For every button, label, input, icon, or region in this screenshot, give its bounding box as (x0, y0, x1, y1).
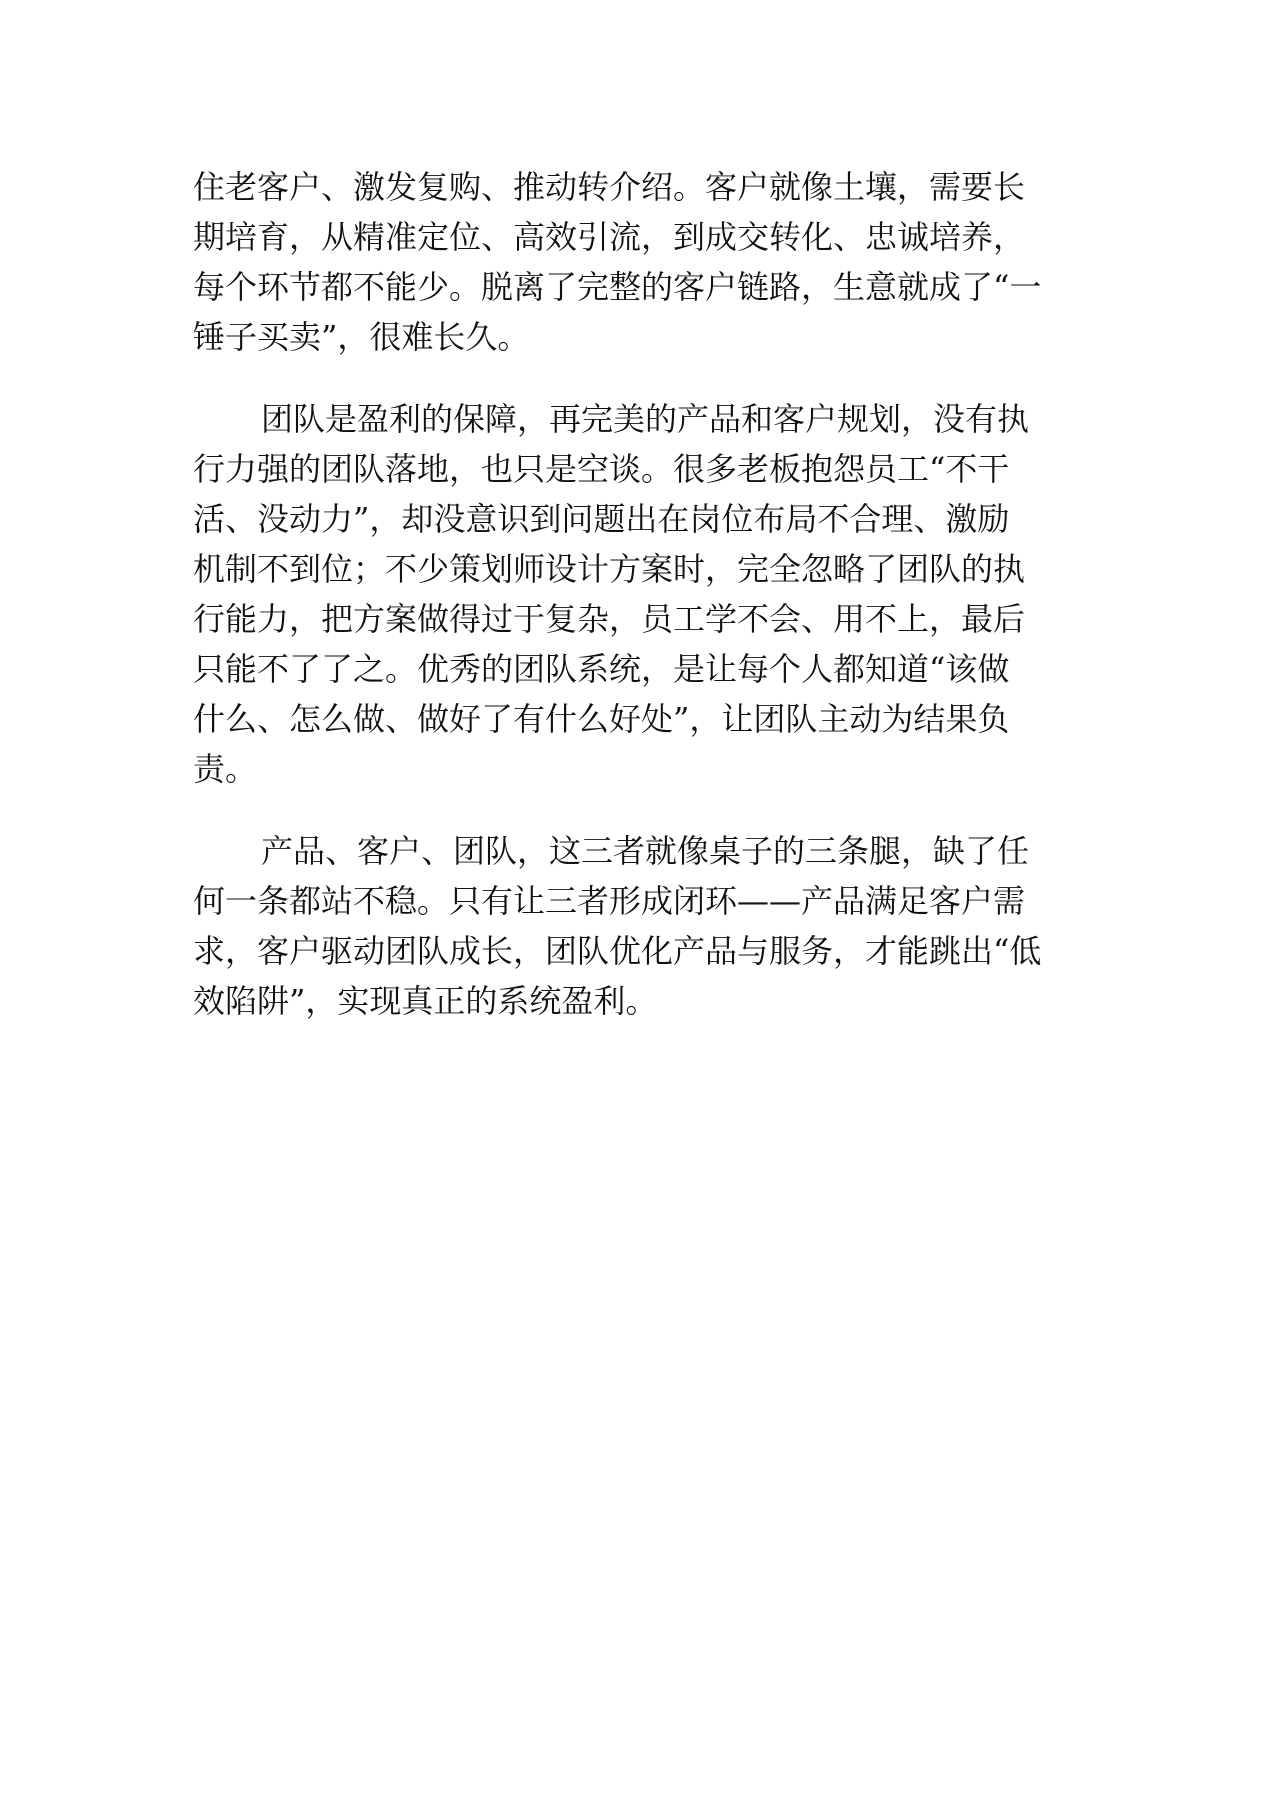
text-line: 每个环节都不能少。脱离了完整的客户链路，生意就成了“一 (193, 268, 1042, 306)
text-line: 机制不到位；不少策划师设计方案时，完全忽略了团队的执 (193, 550, 1026, 588)
text-line: 行能力，把方案做得过于复杂，员工学不会、用不上，最后 (193, 600, 1026, 638)
text-line: 责。 (193, 750, 258, 788)
text-line: 行力强的团队落地，也只是空谈。很多老板抱怨员工“不干 (193, 450, 1010, 488)
text-line: 活、没动力”，却没意识到问题出在岗位布局不合理、激励 (193, 500, 1010, 538)
paragraph-customer (193, 162, 1083, 362)
text-line: 效陷阱”，实现真正的系统盈利。 (193, 982, 658, 1020)
text-line: 何一条都站不稳。只有让三者形成闭环——产品满足客户需 (193, 882, 1026, 920)
document-body (193, 162, 1083, 1058)
paragraph-team (193, 394, 1083, 794)
text-line: 住老客户、激发复购、推动转介绍。客户就像土壤，需要长 (193, 168, 1026, 206)
text-line: 团队是盈利的保障，再完美的产品和客户规划，没有执 (261, 400, 1030, 438)
text-line: 求，客户驱动团队成长，团队优化产品与服务，才能跳出“低 (193, 932, 1042, 970)
text-line: 只能不了了之。优秀的团队系统，是让每个人都知道“该做 (193, 650, 1010, 688)
text-line: 锤子买卖”，很难长久。 (193, 318, 530, 356)
paragraph-system (193, 826, 1083, 1026)
text-line: 产品、客户、团队，这三者就像桌子的三条腿，缺了任 (261, 832, 1030, 870)
text-line: 期培育，从精准定位、高效引流，到成交转化、忠诚培养， (193, 218, 1026, 256)
text-line: 什么、怎么做、做好了有什么好处”，让团队主动为结果负 (193, 700, 1010, 738)
